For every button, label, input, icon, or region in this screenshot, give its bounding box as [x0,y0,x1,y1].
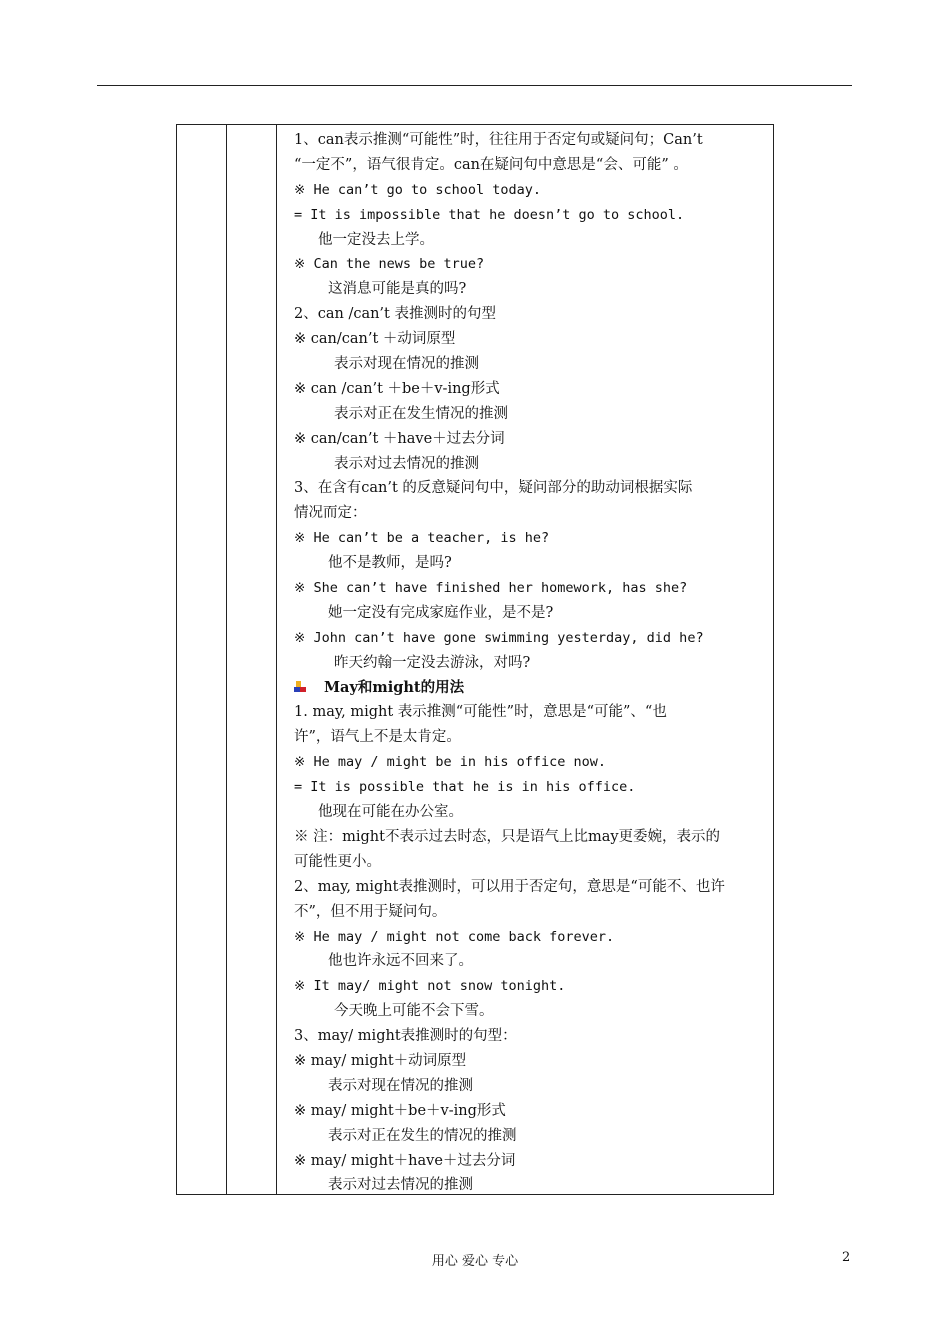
line-text: 表示对过去情况的推测 [328,1177,473,1194]
line-text: 可能性更小。 [294,853,381,870]
text-line [294,427,766,452]
text-line [294,452,766,477]
line-text: 他一定没去上学。 [318,231,434,248]
text-line [294,850,766,875]
line-text: = It is possible that he is in his office. [294,779,636,796]
text-line [294,377,766,402]
text-line [294,1074,766,1099]
line-text: ※ He can’t be a teacher, is he? [294,530,550,547]
line-text: 2、may, might表推测时，可以用于否定句，意思是“可能不、也许 [294,878,725,895]
text-line [294,800,766,825]
header-rule [97,85,852,86]
line-text: May和might的用法 [324,678,465,696]
text-line [294,1149,766,1174]
text-line [294,725,766,750]
line-text: ※ He may / might not come back forever. [294,928,615,945]
line-text: 今天晚上可能不会下雪。 [334,1003,494,1020]
text-line [294,925,766,950]
text-line [294,601,766,626]
line-text: ※ John can’t have gone swimming yesterday, did he? [294,629,704,646]
text-line [294,551,766,576]
line-text: 他也许永远不回来了。 [328,953,473,970]
text-line [294,277,766,302]
line-text: 这消息可能是真的吗? [328,281,467,298]
content-cell [294,128,766,1198]
text-line [294,1099,766,1124]
text-line [294,252,766,277]
text-line [294,228,766,253]
text-line [294,402,766,427]
text-line [294,626,766,651]
line-text: ※ can/can’t ＋动词原型 [294,331,456,348]
line-text: 她一定没有完成家庭作业，是不是? [328,604,554,621]
line-text: 表示对正在发生情况的推测 [334,405,508,422]
line-text: ※ can /can’t ＋be＋v-ing形式 [294,380,500,397]
table-column-1 [177,125,227,1194]
line-text: 1. may, might 表示推测“可能性”时，意思是“可能”、“也 [294,704,667,721]
line-text: 表示对过去情况的推测 [334,455,479,472]
line-text: = It is impossible that he doesn’t go to school. [294,206,685,223]
text-line [294,999,766,1024]
text-line [294,178,766,203]
text-line [294,1024,766,1049]
text-line [294,352,766,377]
line-text: 2、can /can’t 表推测时的句型 [294,306,496,323]
text-line [294,1049,766,1074]
text-line [294,302,766,327]
arrow-bullet-icon [294,681,310,693]
line-text: 不”，但不用于疑问句。 [294,903,447,920]
line-text: ※ may/ might＋动词原型 [294,1052,467,1069]
text-line [294,128,766,153]
text-line [294,327,766,352]
text-line [294,1173,766,1198]
line-text: ※ can/can’t ＋have＋过去分词 [294,430,505,447]
line-text: ※ He may / might be in his office now. [294,754,607,771]
text-line [294,974,766,999]
line-text: ※ It may/ might not snow tonight. [294,978,566,995]
text-line [294,576,766,601]
text-line [294,775,766,800]
text-line [294,153,766,178]
page-number: 2 [842,1250,851,1265]
line-text: ※ may/ might＋be＋v-ing形式 [294,1102,506,1119]
text-line [294,875,766,900]
line-text: 情况而定： [294,505,367,522]
line-text: 1、can表示推测“可能性”时，往往用于否定句或疑问句；Can’t [294,132,703,148]
table-column-2 [227,125,277,1194]
content-table [176,124,774,1195]
text-line [294,203,766,228]
text-line [294,1124,766,1149]
line-text: 表示对现在情况的推测 [334,356,479,373]
line-text: ※ may/ might＋have＋过去分词 [294,1152,516,1169]
text-line [294,501,766,526]
line-text: ※ He can’t go to school today. [294,181,542,198]
line-text: “一定不”，语气很肯定。can在疑问句中意思是“会、可能” 。 [294,156,688,173]
text-line [294,900,766,925]
text-line [294,825,766,850]
text-line [294,700,766,725]
line-text: ※ 注：might不表示过去时态，只是语气上比may更委婉，表示的 [294,828,721,845]
line-text: 许”，语气上不是太肯定。 [294,729,461,746]
line-text: 表示对正在发生的情况的推测 [328,1127,517,1144]
line-text: 3、在含有can’t 的反意疑问句中，疑问部分的助动词根据实际 [294,480,693,497]
section-heading [294,676,766,701]
line-text: 他现在可能在办公室。 [318,804,463,821]
line-text: 3、may/ might表推测时的句型： [294,1028,517,1045]
text-line [294,949,766,974]
line-text: ※ Can the news be true? [294,256,485,273]
footer-motto: 用心 爱心 专心 [431,1254,519,1269]
text-line [294,750,766,775]
text-line [294,476,766,501]
line-text: ※ She can’t have finished her homework, has she? [294,580,688,597]
line-text: 表示对现在情况的推测 [328,1077,473,1094]
line-text: 昨天约翰一定没去游泳，对吗? [334,654,531,671]
line-text: 他不是教师，是吗? [328,555,452,572]
text-line [294,651,766,676]
text-line [294,526,766,551]
